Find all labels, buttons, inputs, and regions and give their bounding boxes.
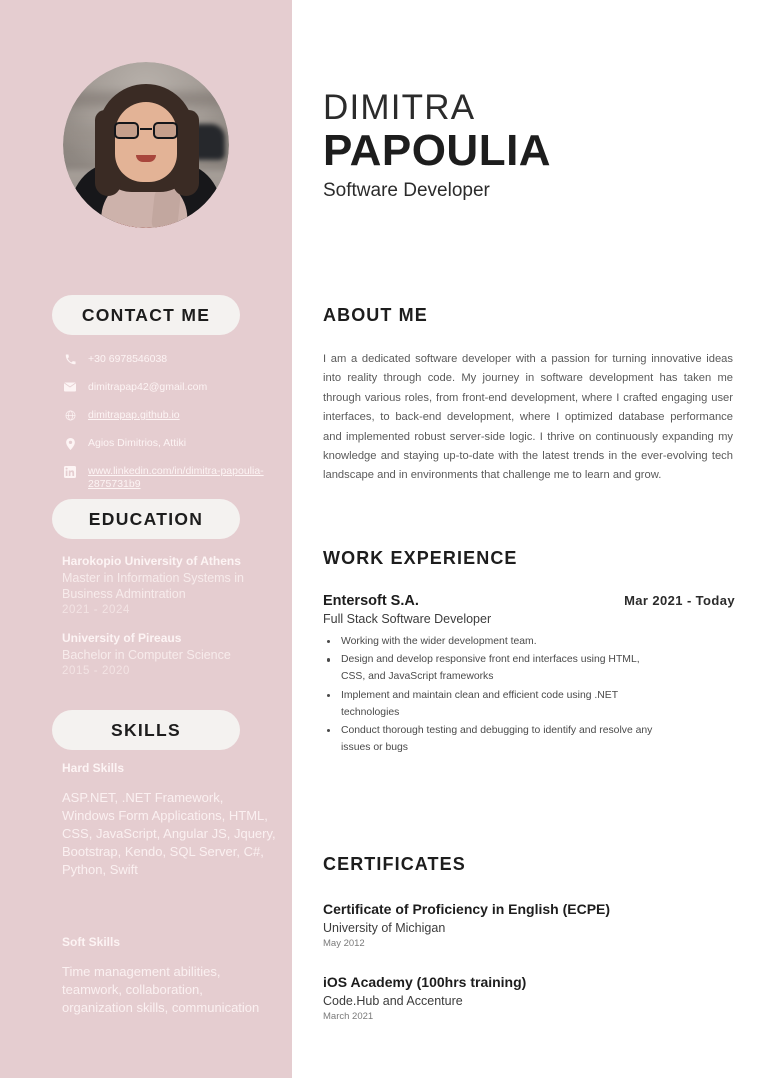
work-bullet: Implement and maintain clean and efficient code using .NET technologies (323, 687, 653, 721)
globe-icon (60, 409, 80, 421)
education-item (62, 553, 277, 616)
soft-skills-text: Time management abilities, teamwork, collaboration, organization skills, communication (62, 964, 260, 1015)
work-experience-heading: WORK EXPERIENCE (323, 548, 518, 568)
photo-face (115, 102, 177, 182)
work-bullet: Working with the wider development team. (323, 633, 653, 650)
first-name: DIMITRA (323, 88, 476, 127)
skills-spacer (62, 879, 277, 935)
certificate-org: University of Michigan (323, 921, 446, 935)
work-header-row (323, 593, 735, 609)
last-name: PAPOULIA (323, 126, 552, 175)
education-item (62, 630, 277, 677)
contact-email-text: dimitrapap42@gmail.com (88, 381, 208, 393)
contact-item-location[interactable] (60, 437, 282, 450)
location-icon (60, 437, 80, 450)
contact-location-text: Agios Dimitrios, Attiki (88, 437, 187, 449)
education-years: 2015 - 2020 (62, 665, 130, 677)
about-text: I am a dedicated software developer with a passion for turning innovative ideas into reality through code. My journey in software development has taken me through various roles, from front-end development, where I crafted engaging user interfaces, to back-end development, where I optimized database performance and implemented robust server-side logic. I thrive on continuously expanding my knowledge and staying up-to-date with the latest trends in the ever-evolving tech landscape and in environments that challenge me to learn and grow. (323, 353, 733, 482)
contact-item-phone[interactable] (60, 353, 282, 366)
work-bullet: Design and develop responsive front end interfaces using HTML, CSS, and JavaScript frameworks (323, 651, 653, 685)
education-school: University of Pireaus (62, 631, 182, 645)
contact-section-heading: CONTACT ME (52, 295, 240, 335)
certificate-item (323, 972, 735, 1024)
skills-list (62, 761, 277, 1017)
sidebar (0, 0, 292, 1078)
certificate-title: Certificate of Proficiency in English (ECPE) (323, 901, 611, 917)
education-list (62, 553, 277, 691)
certificates-heading: CERTIFICATES (323, 854, 466, 874)
name-block (323, 88, 551, 204)
certificate-title: iOS Academy (100hrs training) (323, 974, 527, 990)
hard-skills-text: ASP.NET, .NET Framework, Windows Form Applications, HTML, CSS, JavaScript, Angular JS, Jquery, Bootstrap, Kendo, SQL Server, C#, Python, Swift (62, 790, 276, 877)
work-bullet: Conduct thorough testing and debugging to identify and resolve any issues or bugs (323, 722, 653, 756)
work-company: Entersoft S.A. (323, 593, 419, 609)
certificate-date: May 2012 (323, 938, 365, 949)
photo-glasses (114, 122, 178, 141)
about-heading: ABOUT ME (323, 305, 428, 325)
contact-item-website[interactable] (60, 409, 282, 422)
certificates-list (323, 899, 735, 1045)
hard-skills-label: Hard Skills (62, 761, 125, 775)
contact-website-text: dimitrapap.github.io (88, 409, 180, 421)
education-degree: Master in Information Systems in Business Admintration (62, 571, 245, 601)
education-school: Harokopio University of Athens (62, 554, 241, 568)
main-column (292, 0, 764, 1078)
certificate-date: March 2021 (323, 1011, 374, 1022)
education-degree: Bachelor in Computer Science (62, 648, 231, 662)
contact-linkedin-text: www.linkedin.com/in/dimitra-papoulia-2875731b9 (88, 465, 264, 490)
work-bullet-list (323, 633, 735, 756)
contact-list (60, 353, 282, 506)
linkedin-icon (60, 465, 80, 478)
work-experience-item (323, 593, 735, 757)
avatar (63, 62, 229, 228)
education-years: 2021 - 2024 (62, 604, 130, 616)
certificate-org: Code.Hub and Accenture (323, 994, 463, 1008)
phone-icon (60, 353, 80, 365)
skills-section-heading: SKILLS (52, 710, 240, 750)
work-role: Full Stack Software Developer (323, 612, 492, 626)
contact-item-email[interactable] (60, 381, 282, 394)
contact-item-linkedin[interactable] (60, 465, 282, 491)
education-section-heading: EDUCATION (52, 499, 240, 539)
work-dates: Mar 2021 - Today (624, 593, 735, 608)
profile-photo (63, 62, 229, 228)
job-title: Software Developer (323, 180, 490, 201)
soft-skills-label: Soft Skills (62, 935, 121, 949)
contact-phone-text: +30 6978546038 (88, 353, 168, 365)
certificate-item (323, 899, 735, 951)
envelope-icon (60, 381, 80, 392)
